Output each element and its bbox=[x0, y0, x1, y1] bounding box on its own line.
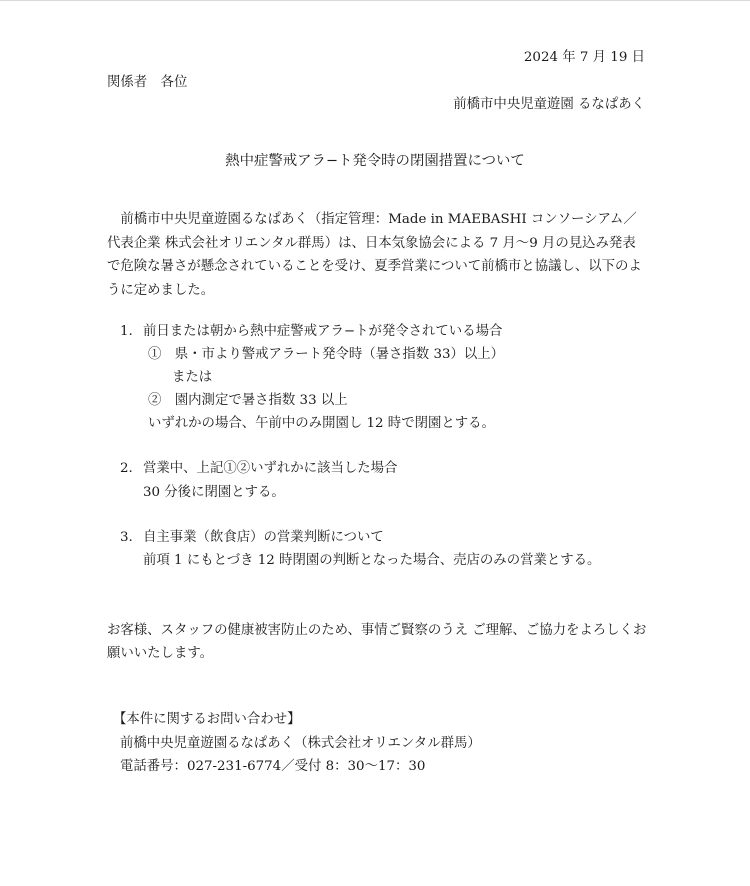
item-1-condition-1: ① 県・市より警戒アラート発令時（暑さ指数 33）以上） bbox=[148, 347, 505, 362]
intro-paragraph: 前橋市中央児童遊園るなぱあく（指定管理：Made in MAEBASHI コンソーシアム／代表企業 株式会社オリエンタル群馬）は、日本気象協会による 7 月〜9 月の見込み発表で危険な暑さが懸念されていることを受け、夏季営業について前橋市と協議し、以下のように定めました。 bbox=[107, 212, 642, 298]
item-2-result: 30 分後に閉園とする。 bbox=[143, 485, 285, 500]
item-1-result: いずれかの場合、午前中のみ開園し 12 時で閉園とする。 bbox=[148, 416, 495, 431]
item-1-or: または bbox=[172, 370, 213, 385]
item-3-number: 3. bbox=[120, 530, 133, 545]
item-1-condition-2: ② 園内測定で暑さ指数 33 以上 bbox=[148, 393, 348, 408]
item-1-heading: 前日または朝から熱中症警戒アラ−トが発令されている場合 bbox=[143, 324, 503, 339]
item-2-heading: 営業中、上記①②いずれかに該当した場合 bbox=[143, 461, 398, 476]
contact-organization: 前橋中央児童遊園るなぱあく（株式会社オリエンタル群馬） bbox=[120, 736, 481, 751]
item-3-heading: 自主事業（飲食店）の営業判断について bbox=[143, 530, 384, 545]
contact-heading: 【本件に関するお問い合わせ】 bbox=[113, 712, 301, 727]
addressee: 関係者 各位 bbox=[107, 75, 188, 90]
contact-phone: 電話番号：027-231-6774／受付 8：30〜17：30 bbox=[120, 759, 426, 774]
document-date: 2024 年 7 月 19 日 bbox=[523, 50, 645, 65]
sender-name: 前橋市中央児童遊園 るなぱあく bbox=[453, 97, 645, 112]
item-3-result: 前項 1 にもとづき 12 時閉園の判断となった場合、売店のみの営業とする。 bbox=[143, 553, 601, 568]
document-title: 熱中症警戒アラ−ト発令時の閉園措置について bbox=[225, 153, 525, 169]
closing-paragraph: お客様、スタッフの健康被害防止のため、事情ご賢察のうえ ご理解、ご協力をよろしくお願いいたします。 bbox=[107, 623, 647, 661]
item-1-number: 1. bbox=[120, 324, 133, 339]
item-2-number: 2. bbox=[120, 461, 133, 476]
page-top-border bbox=[0, 0, 750, 1]
